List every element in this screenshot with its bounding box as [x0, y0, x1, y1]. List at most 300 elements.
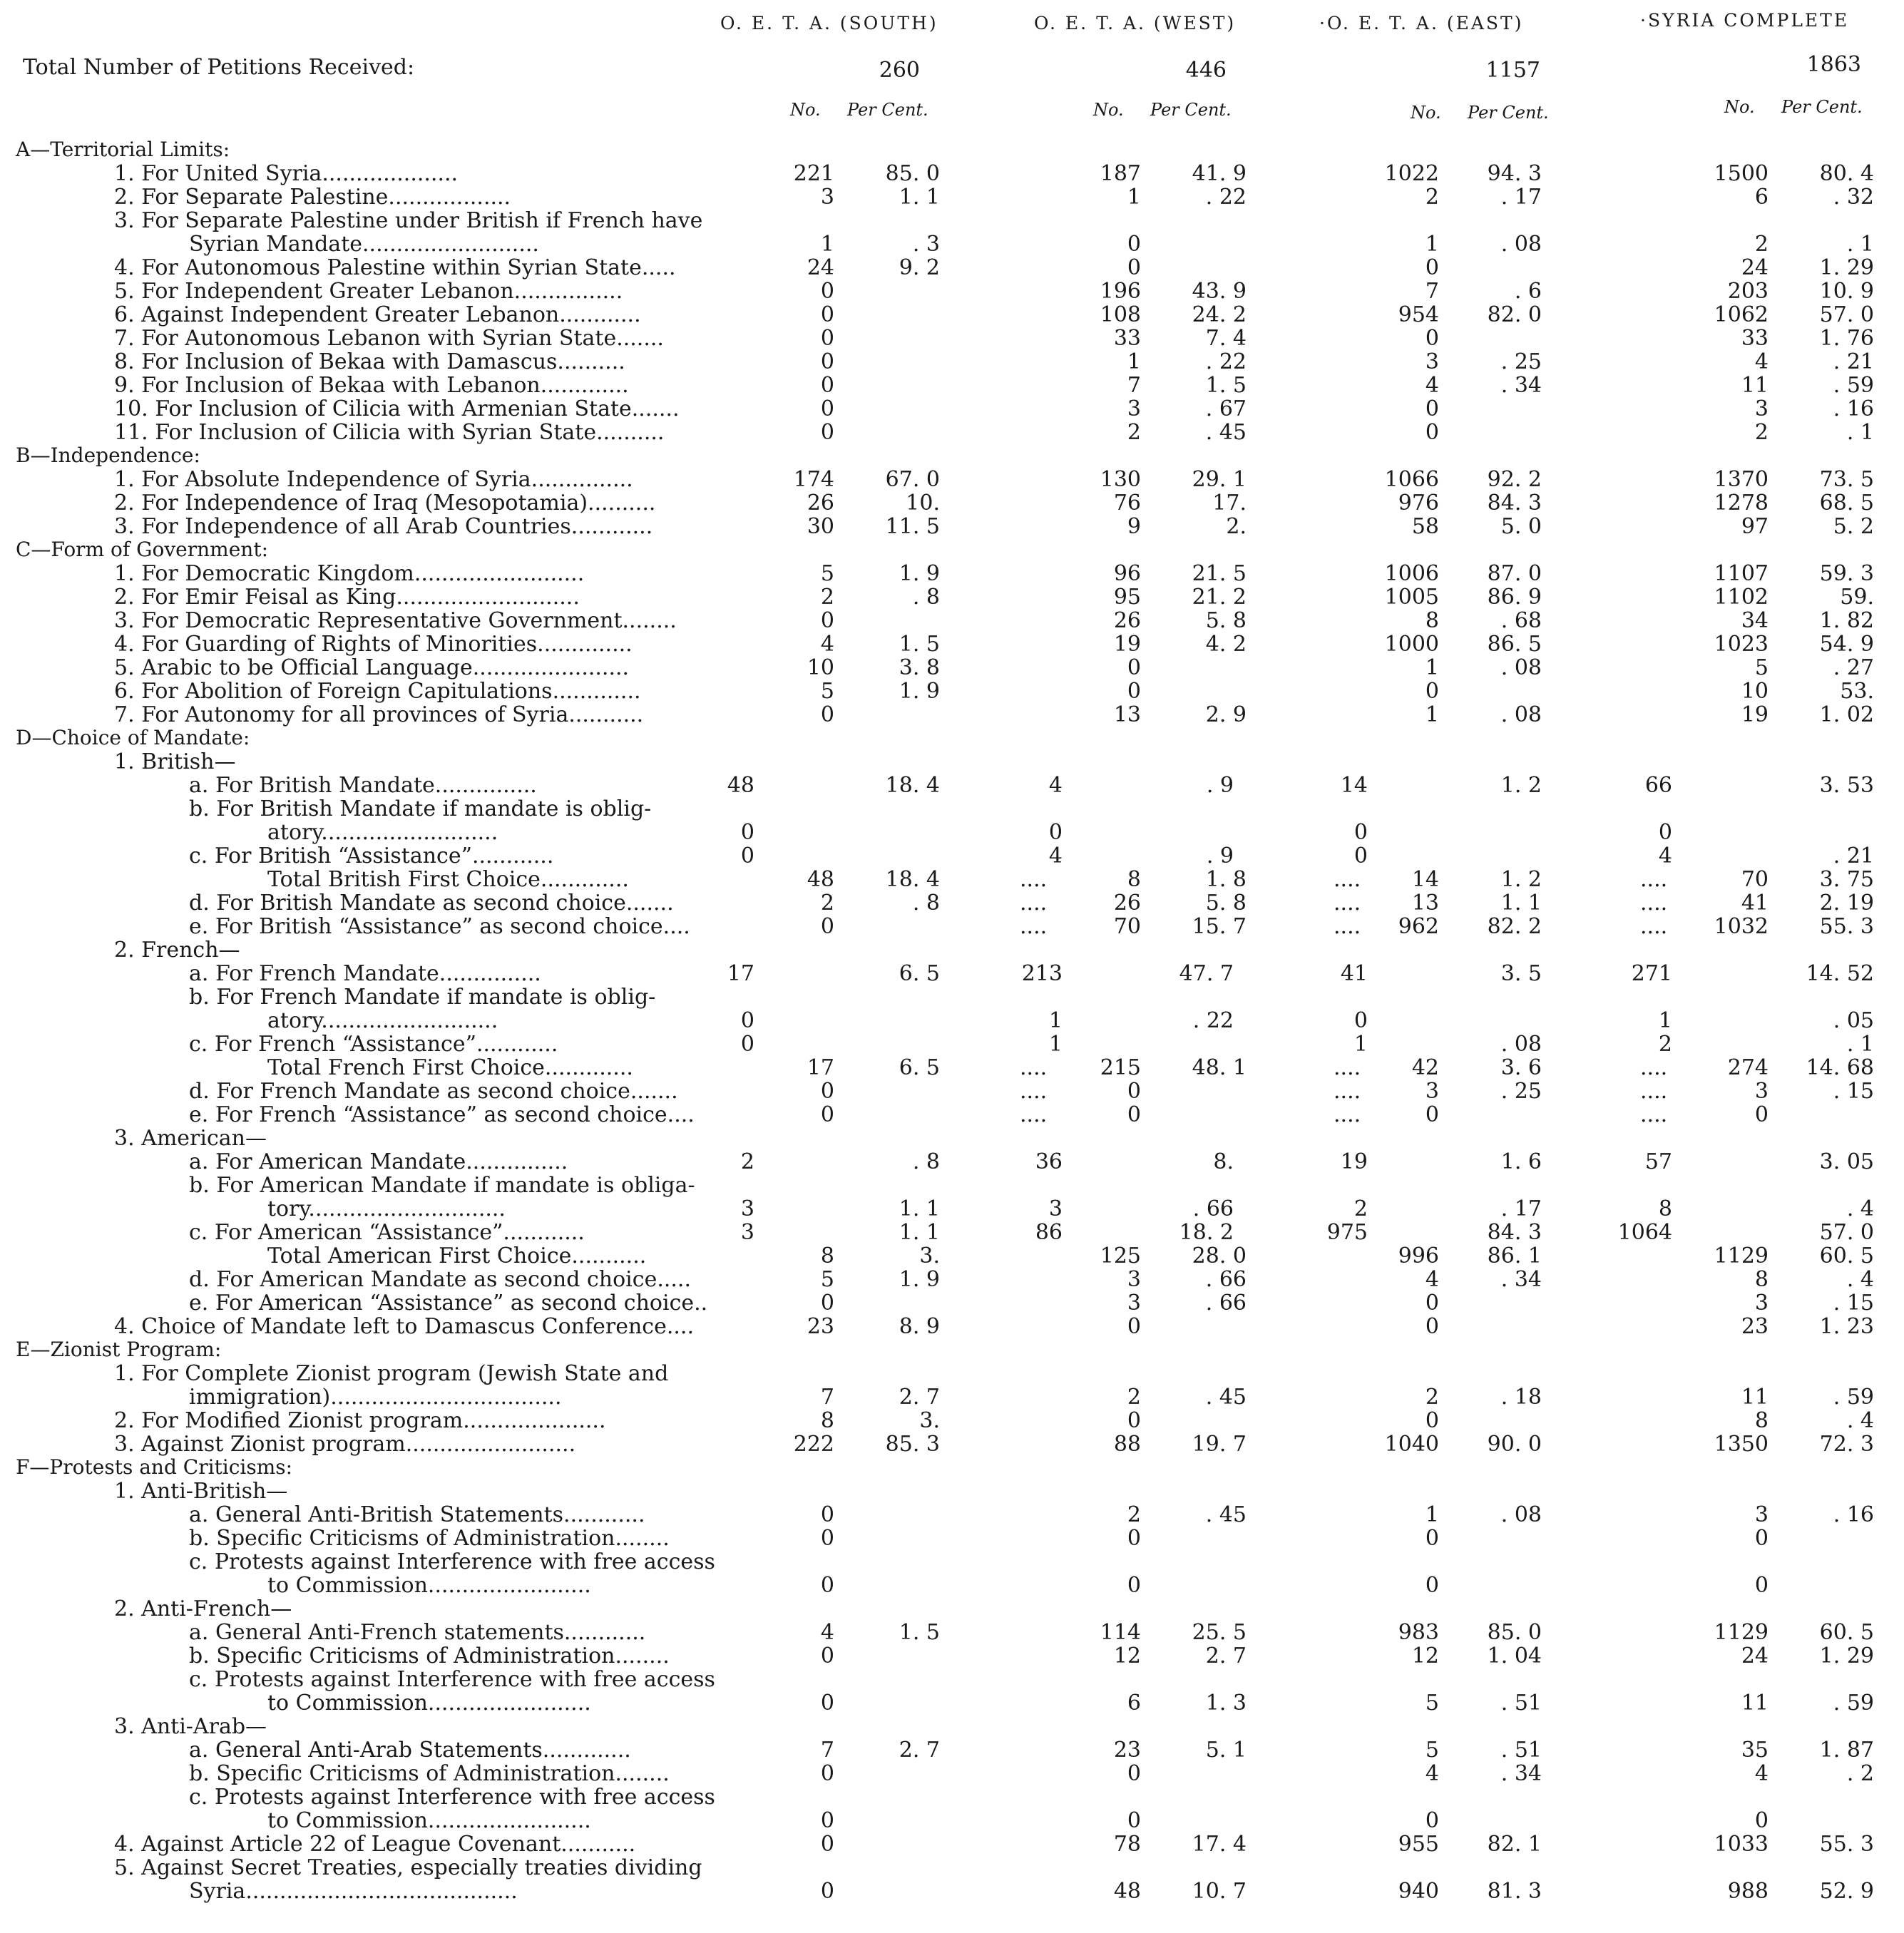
cell-number: 0: [1127, 1314, 1141, 1339]
cell-number: 2: [1127, 1502, 1141, 1527]
leader-dots: ....: [1640, 867, 1668, 892]
cell-number: 88: [1113, 1432, 1141, 1457]
cell-number: 0: [1127, 679, 1141, 704]
cell-number: 0: [820, 1079, 834, 1104]
row-label: 7. For Autonomy for all provinces of Syria...........: [114, 702, 644, 727]
cell-number: 41: [1741, 891, 1769, 916]
cell-number: 0: [1754, 1102, 1769, 1127]
cell-percent: 1. 3: [1205, 1691, 1247, 1716]
subhead-pct-south: Per Cent.: [847, 100, 928, 120]
row-label: Syrian Mandate..........................: [189, 232, 539, 257]
cell-number: 0: [820, 1102, 834, 1127]
cell-number: 0: [740, 1008, 754, 1033]
cell-percent: . 18: [1500, 1385, 1542, 1410]
cell-percent: . 2: [1846, 1761, 1874, 1786]
cell-number: 6: [1127, 1691, 1141, 1716]
row-label: b. Specific Criticisms of Administration........: [189, 1526, 670, 1551]
cell-number: 23: [1113, 1738, 1141, 1763]
cell-percent: 86. 9: [1487, 585, 1542, 610]
cell-number: 976: [1398, 491, 1439, 516]
cell-percent: 47. 7: [1179, 961, 1234, 986]
row-label: 6. For Abolition of Foreign Capitulations.............: [114, 679, 641, 704]
section-heading: B—Independence:: [16, 443, 200, 467]
cell-number: 57: [1644, 1149, 1672, 1174]
cell-number: 12: [1113, 1644, 1141, 1668]
cell-number: 174: [793, 467, 834, 492]
cell-percent: . 17: [1500, 1196, 1542, 1221]
cell-number: 11: [1741, 1691, 1769, 1716]
cell-number: 5: [820, 1267, 834, 1292]
row-label: 1. For Absolute Independence of Syria...............: [114, 467, 633, 492]
cell-number: 10: [1741, 679, 1769, 704]
cell-number: 2: [740, 1149, 754, 1174]
cell-percent: 1. 2: [1500, 867, 1542, 892]
cell-number: 0: [1425, 1573, 1439, 1598]
header-oeta-east: ·O. E. T. A. (EAST): [1319, 13, 1524, 34]
cell-number: 0: [1425, 679, 1439, 704]
cell-number: 7: [1127, 373, 1141, 398]
cell-number: 2: [1425, 1385, 1439, 1410]
cell-percent: 84. 3: [1487, 491, 1542, 516]
row-label: 9. For Inclusion of Bekaa with Lebanon.............: [114, 373, 629, 398]
cell-percent: 2. 7: [899, 1385, 940, 1410]
cell-percent: . 17: [1500, 185, 1542, 210]
cell-number: 0: [820, 1502, 834, 1527]
cell-number: 1500: [1714, 161, 1769, 186]
row-label: atory..........................: [267, 820, 498, 845]
cell-number: 78: [1113, 1832, 1141, 1857]
cell-percent: 2.: [1226, 514, 1247, 539]
cell-percent: 86. 5: [1487, 632, 1542, 657]
cell-percent: 1. 5: [899, 1620, 940, 1645]
cell-number: 3: [1754, 396, 1769, 421]
leader-dots: ....: [1334, 1079, 1361, 1104]
cell-percent: . 08: [1500, 702, 1542, 727]
cell-number: 13: [1411, 891, 1439, 916]
cell-percent: 1. 5: [1205, 373, 1247, 398]
cell-percent: 3. 5: [1500, 961, 1542, 986]
cell-percent: 60. 5: [1819, 1244, 1874, 1268]
cell-percent: 80. 4: [1819, 161, 1874, 186]
cell-number: 5: [1754, 655, 1769, 680]
cell-percent: 2. 7: [899, 1738, 940, 1763]
cell-number: 0: [1127, 655, 1141, 680]
row-label: 2. For Separate Palestine..................: [114, 185, 511, 210]
cell-number: 8: [1127, 867, 1141, 892]
cell-number: 0: [820, 420, 834, 445]
cell-percent: . 22: [1192, 1008, 1234, 1033]
cell-number: 0: [820, 326, 834, 351]
cell-percent: 53.: [1840, 679, 1874, 704]
cell-number: 4: [820, 632, 834, 657]
row-label: 2. For Modified Zionist program.....................: [114, 1408, 606, 1433]
row-label: 1. Anti-British—: [114, 1479, 288, 1504]
row-label: Total American First Choice...........: [267, 1244, 647, 1268]
cell-percent: . 34: [1500, 373, 1542, 398]
cell-number: 0: [820, 1644, 834, 1668]
cell-percent: 1. 9: [899, 679, 940, 704]
cell-number: 11: [1741, 1385, 1769, 1410]
cell-percent: 6. 5: [899, 961, 940, 986]
leader-dots: ....: [1020, 1055, 1048, 1080]
cell-number: 3: [1754, 1079, 1769, 1104]
cell-number: 2: [1754, 232, 1769, 257]
row-label: 5. Arabic to be Official Language.......................: [114, 655, 630, 680]
cell-percent: 8.: [1213, 1149, 1234, 1174]
cell-percent: 11. 5: [885, 514, 940, 539]
cell-number: 0: [820, 1573, 834, 1598]
cell-percent: 1. 1: [1500, 891, 1542, 916]
cell-number: 34: [1741, 608, 1769, 633]
cell-percent: 57. 0: [1819, 1220, 1874, 1245]
cell-percent: 68. 5: [1819, 491, 1874, 516]
cell-number: 0: [820, 702, 834, 727]
cell-percent: . 05: [1833, 1008, 1874, 1033]
cell-number: 14: [1411, 867, 1439, 892]
cell-percent: . 4: [1846, 1408, 1874, 1433]
cell-percent: . 68: [1500, 608, 1542, 633]
cell-number: 0: [820, 373, 834, 398]
cell-number: 26: [1113, 891, 1141, 916]
row-label: to Commission........................: [267, 1691, 591, 1716]
row-label: 3. Against Zionist program.........................: [114, 1432, 576, 1457]
cell-percent: 21. 2: [1192, 585, 1247, 610]
cell-number: 17: [727, 961, 754, 986]
leader-dots: ....: [1334, 1102, 1361, 1127]
cell-percent: . 27: [1833, 655, 1874, 680]
cell-number: 0: [1127, 1079, 1141, 1104]
row-label: 3. Anti-Arab—: [114, 1714, 267, 1739]
cell-percent: . 15: [1833, 1291, 1874, 1316]
cell-percent: . 08: [1500, 1502, 1542, 1527]
cell-percent: 1. 76: [1819, 326, 1874, 351]
cell-number: 1129: [1714, 1244, 1769, 1268]
row-label: Syria........................................: [189, 1879, 518, 1904]
cell-number: 0: [820, 302, 834, 327]
row-label: c. For American “Assistance”............: [189, 1220, 585, 1245]
cell-number: 0: [1425, 326, 1439, 351]
cell-percent: 82. 2: [1487, 914, 1542, 939]
cell-number: 0: [1127, 1573, 1141, 1598]
cell-percent: 1. 04: [1487, 1644, 1542, 1668]
leader-dots: ....: [1334, 867, 1361, 892]
cell-percent: 1. 5: [899, 632, 940, 657]
cell-number: 23: [1741, 1314, 1769, 1339]
row-label: a. General Anti-Arab Statements.............: [189, 1738, 631, 1763]
subhead-no-west: No.: [1093, 100, 1124, 120]
row-label: c. For British “Assistance”............: [189, 844, 554, 868]
cell-number: 7: [820, 1738, 834, 1763]
cell-percent: . 51: [1500, 1691, 1542, 1716]
cell-percent: . 34: [1500, 1267, 1542, 1292]
cell-number: 14: [1340, 773, 1368, 798]
cell-number: 0: [1425, 1408, 1439, 1433]
cell-percent: 1. 8: [1205, 867, 1247, 892]
row-label: 1. For United Syria....................: [114, 161, 459, 186]
cell-number: 0: [820, 279, 834, 304]
leader-dots: ....: [1020, 914, 1048, 939]
cell-number: 1370: [1714, 467, 1769, 492]
cell-percent: . 34: [1500, 1761, 1542, 1786]
cell-number: 1278: [1714, 491, 1769, 516]
cell-percent: 87. 0: [1487, 561, 1542, 586]
cell-number: 2: [820, 585, 834, 610]
cell-number: 41: [1340, 961, 1368, 986]
cell-percent: 72. 3: [1819, 1432, 1874, 1457]
cell-number: 203: [1727, 279, 1769, 304]
row-label: 5. Against Secret Treaties, especially treaties dividing: [114, 1855, 702, 1880]
cell-number: 130: [1100, 467, 1141, 492]
row-label: to Commission........................: [267, 1573, 591, 1598]
row-label: d. For French Mandate as second choice.......: [189, 1079, 678, 1104]
row-label: Total French First Choice.............: [267, 1055, 633, 1080]
cell-number: 3: [1425, 349, 1439, 374]
cell-percent: 55. 3: [1819, 914, 1874, 939]
cell-number: 1: [1127, 349, 1141, 374]
leader-dots: ....: [1020, 1102, 1048, 1127]
cell-percent: 1. 2: [1500, 773, 1542, 798]
cell-percent: 59. 3: [1819, 561, 1874, 586]
cell-number: 196: [1100, 279, 1141, 304]
cell-percent: 82. 1: [1487, 1832, 1542, 1857]
cell-percent: . 08: [1500, 655, 1542, 680]
row-label: 11. For Inclusion of Cilicia with Syrian State..........: [114, 420, 665, 445]
leader-dots: ....: [1640, 1055, 1668, 1080]
cell-percent: 41. 9: [1192, 161, 1247, 186]
section-heading: A—Territorial Limits:: [16, 138, 230, 161]
cell-number: 1062: [1714, 302, 1769, 327]
cell-percent: 85. 0: [885, 161, 940, 186]
row-label: c. Protests against Interference with free access: [189, 1667, 715, 1692]
cell-number: 2: [820, 891, 834, 916]
cell-number: 24: [1741, 255, 1769, 280]
cell-percent: 14. 52: [1806, 961, 1874, 986]
total-south: 260: [879, 58, 920, 83]
cell-number: 0: [1353, 1008, 1368, 1033]
cell-percent: . 21: [1833, 349, 1874, 374]
cell-number: 0: [820, 1526, 834, 1551]
cell-number: 33: [1113, 326, 1141, 351]
row-label: 4. Choice of Mandate left to Damascus Conference....: [114, 1314, 694, 1339]
cell-number: 213: [1021, 961, 1063, 986]
cell-percent: 5. 0: [1500, 514, 1542, 539]
cell-number: 24: [807, 255, 834, 280]
row-label: 1. For Democratic Kingdom.........................: [114, 561, 585, 586]
cell-percent: 1. 1: [899, 1196, 940, 1221]
row-label: 2. For Independence of Iraq (Mesopotamia)..........: [114, 491, 656, 516]
cell-number: 3: [1127, 396, 1141, 421]
cell-percent: . 59: [1833, 373, 1874, 398]
cell-percent: . 8: [912, 1149, 940, 1174]
cell-percent: 17. 4: [1192, 1832, 1247, 1857]
cell-number: 3: [1754, 1291, 1769, 1316]
cell-percent: . 59: [1833, 1385, 1874, 1410]
row-label: 1. For Complete Zionist program (Jewish State and: [114, 1361, 669, 1386]
cell-number: 58: [1411, 514, 1439, 539]
row-label: to Commission........................: [267, 1808, 591, 1833]
cell-number: 187: [1100, 161, 1141, 186]
row-label: 6. Against Independent Greater Lebanon............: [114, 302, 641, 327]
cell-number: 2: [1425, 185, 1439, 210]
cell-number: 0: [1754, 1526, 1769, 1551]
row-label: d. For American Mandate as second choice.....: [189, 1267, 692, 1292]
cell-percent: 6. 5: [899, 1055, 940, 1080]
row-label: 4. Against Article 22 of League Covenant...........: [114, 1832, 636, 1857]
cell-number: 26: [807, 491, 834, 516]
cell-number: 1: [1127, 185, 1141, 210]
cell-percent: 73. 5: [1819, 467, 1874, 492]
cell-percent: 10. 9: [1819, 279, 1874, 304]
cell-number: 9: [1127, 514, 1141, 539]
cell-number: 0: [820, 914, 834, 939]
cell-number: 4: [1048, 844, 1063, 868]
row-label: 1. British—: [114, 749, 236, 774]
header-oeta-south: O. E. T. A. (SOUTH): [720, 13, 938, 34]
cell-percent: 4. 2: [1205, 632, 1247, 657]
cell-number: 97: [1741, 514, 1769, 539]
cell-percent: . 66: [1205, 1267, 1247, 1292]
cell-number: 3: [1754, 1502, 1769, 1527]
cell-percent: 1. 9: [899, 1267, 940, 1292]
cell-number: 0: [1425, 1526, 1439, 1551]
cell-percent: 54. 9: [1819, 632, 1874, 657]
subhead-no-east: No.: [1411, 103, 1441, 123]
cell-percent: 86. 1: [1487, 1244, 1542, 1268]
cell-number: 1032: [1714, 914, 1769, 939]
cell-number: 35: [1741, 1738, 1769, 1763]
cell-number: 0: [820, 396, 834, 421]
cell-number: 1129: [1714, 1620, 1769, 1645]
leader-dots: ....: [1020, 891, 1048, 916]
row-label: e. For American “Assistance” as second choice..: [189, 1291, 708, 1316]
row-label: 2. For Emir Feisal as King...........................: [114, 585, 580, 610]
cell-number: 5: [820, 679, 834, 704]
cell-percent: 2. 9: [1205, 702, 1247, 727]
section-heading: C—Form of Government:: [16, 538, 269, 561]
cell-number: 70: [1113, 914, 1141, 939]
row-label: 10. For Inclusion of Cilicia with Armenian State.......: [114, 396, 680, 421]
cell-percent: . 3: [912, 232, 940, 257]
row-label: 2. French—: [114, 938, 240, 963]
row-label: e. For British “Assistance” as second choice....: [189, 914, 690, 939]
cell-number: 0: [1425, 1808, 1439, 1833]
cell-number: 4: [1658, 844, 1672, 868]
cell-percent: 55. 3: [1819, 1832, 1874, 1857]
cell-percent: . 51: [1500, 1738, 1542, 1763]
cell-number: 221: [793, 161, 834, 186]
cell-number: 0: [820, 349, 834, 374]
cell-number: 0: [740, 1032, 754, 1057]
cell-percent: 8. 9: [899, 1314, 940, 1339]
cell-percent: . 9: [1206, 844, 1234, 868]
total-west: 446: [1185, 58, 1227, 83]
cell-number: 3: [820, 185, 834, 210]
subhead-no-syria: No.: [1724, 97, 1755, 117]
cell-percent: 10.: [906, 491, 940, 516]
cell-number: 0: [1754, 1573, 1769, 1598]
cell-percent: 1. 29: [1819, 1644, 1874, 1668]
row-label: c. For French “Assistance”............: [189, 1032, 558, 1057]
cell-percent: 25. 5: [1192, 1620, 1247, 1645]
cell-number: 4: [820, 1620, 834, 1645]
cell-percent: 84. 3: [1487, 1220, 1542, 1245]
cell-percent: 60. 5: [1819, 1620, 1874, 1645]
cell-number: 3: [1048, 1196, 1063, 1221]
cell-number: 8: [820, 1244, 834, 1268]
cell-number: 0: [740, 820, 754, 845]
row-label: immigration)..................................: [189, 1385, 562, 1410]
cell-percent: 90. 0: [1487, 1432, 1542, 1457]
cell-number: 962: [1398, 914, 1439, 939]
cell-percent: . 45: [1205, 1385, 1247, 1410]
cell-number: 1: [1658, 1008, 1672, 1033]
cell-percent: 1. 1: [899, 185, 940, 210]
row-label: b. For British Mandate if mandate is oblig-: [189, 796, 652, 821]
cell-percent: 18. 2: [1179, 1220, 1234, 1245]
cell-percent: . 1: [1846, 420, 1874, 445]
header-oeta-west: O. E. T. A. (WEST): [1034, 13, 1237, 34]
row-label: b. For French Mandate if mandate is oblig-: [189, 985, 656, 1010]
cell-percent: 1. 29: [1819, 255, 1874, 280]
cell-number: 0: [820, 608, 834, 633]
cell-number: 0: [820, 1879, 834, 1904]
cell-number: 3: [1425, 1079, 1439, 1104]
cell-number: 66: [1644, 773, 1672, 798]
cell-number: 215: [1100, 1055, 1141, 1080]
cell-number: 1350: [1714, 1432, 1769, 1457]
cell-number: 1064: [1617, 1220, 1672, 1245]
leader-dots: ....: [1334, 891, 1361, 916]
cell-number: 0: [1353, 844, 1368, 868]
cell-percent: 18. 4: [885, 773, 940, 798]
cell-number: 1: [1425, 1502, 1439, 1527]
cell-percent: . 1: [1846, 232, 1874, 257]
leader-dots: ....: [1640, 1102, 1668, 1127]
subhead-pct-west: Per Cent.: [1150, 100, 1232, 120]
leader-dots: ....: [1640, 1079, 1668, 1104]
cell-number: 1006: [1384, 561, 1439, 586]
cell-number: 108: [1100, 302, 1141, 327]
cell-number: 4: [1425, 373, 1439, 398]
cell-percent: 3.: [919, 1408, 940, 1433]
cell-number: 0: [1425, 1314, 1439, 1339]
leader-dots: ....: [1334, 1055, 1361, 1080]
leader-dots: ....: [1020, 1079, 1048, 1104]
row-label: 7. For Autonomous Lebanon with Syrian State.......: [114, 326, 664, 351]
row-label: c. Protests against Interference with free access: [189, 1785, 715, 1810]
cell-number: 0: [820, 1291, 834, 1316]
cell-percent: 57. 0: [1819, 302, 1874, 327]
cell-number: 0: [1425, 396, 1439, 421]
leader-dots: ....: [1640, 914, 1668, 939]
cell-number: 17: [807, 1055, 834, 1080]
subhead-pct-syria: Per Cent.: [1781, 97, 1863, 117]
total-east: 1157: [1485, 58, 1540, 83]
cell-number: 6: [1754, 185, 1769, 210]
cell-number: 4: [1425, 1761, 1439, 1786]
cell-percent: 18. 4: [885, 867, 940, 892]
cell-percent: 59.: [1840, 585, 1874, 610]
cell-percent: . 59: [1833, 1691, 1874, 1716]
cell-number: 1: [1048, 1032, 1063, 1057]
cell-number: 8: [1425, 608, 1439, 633]
cell-number: 1: [1425, 702, 1439, 727]
cell-number: 0: [1425, 1291, 1439, 1316]
cell-number: 4: [1048, 773, 1063, 798]
cell-number: 2: [1353, 1196, 1368, 1221]
row-label: 4. For Autonomous Palestine within Syrian State.....: [114, 255, 676, 280]
cell-number: 96: [1113, 561, 1141, 586]
